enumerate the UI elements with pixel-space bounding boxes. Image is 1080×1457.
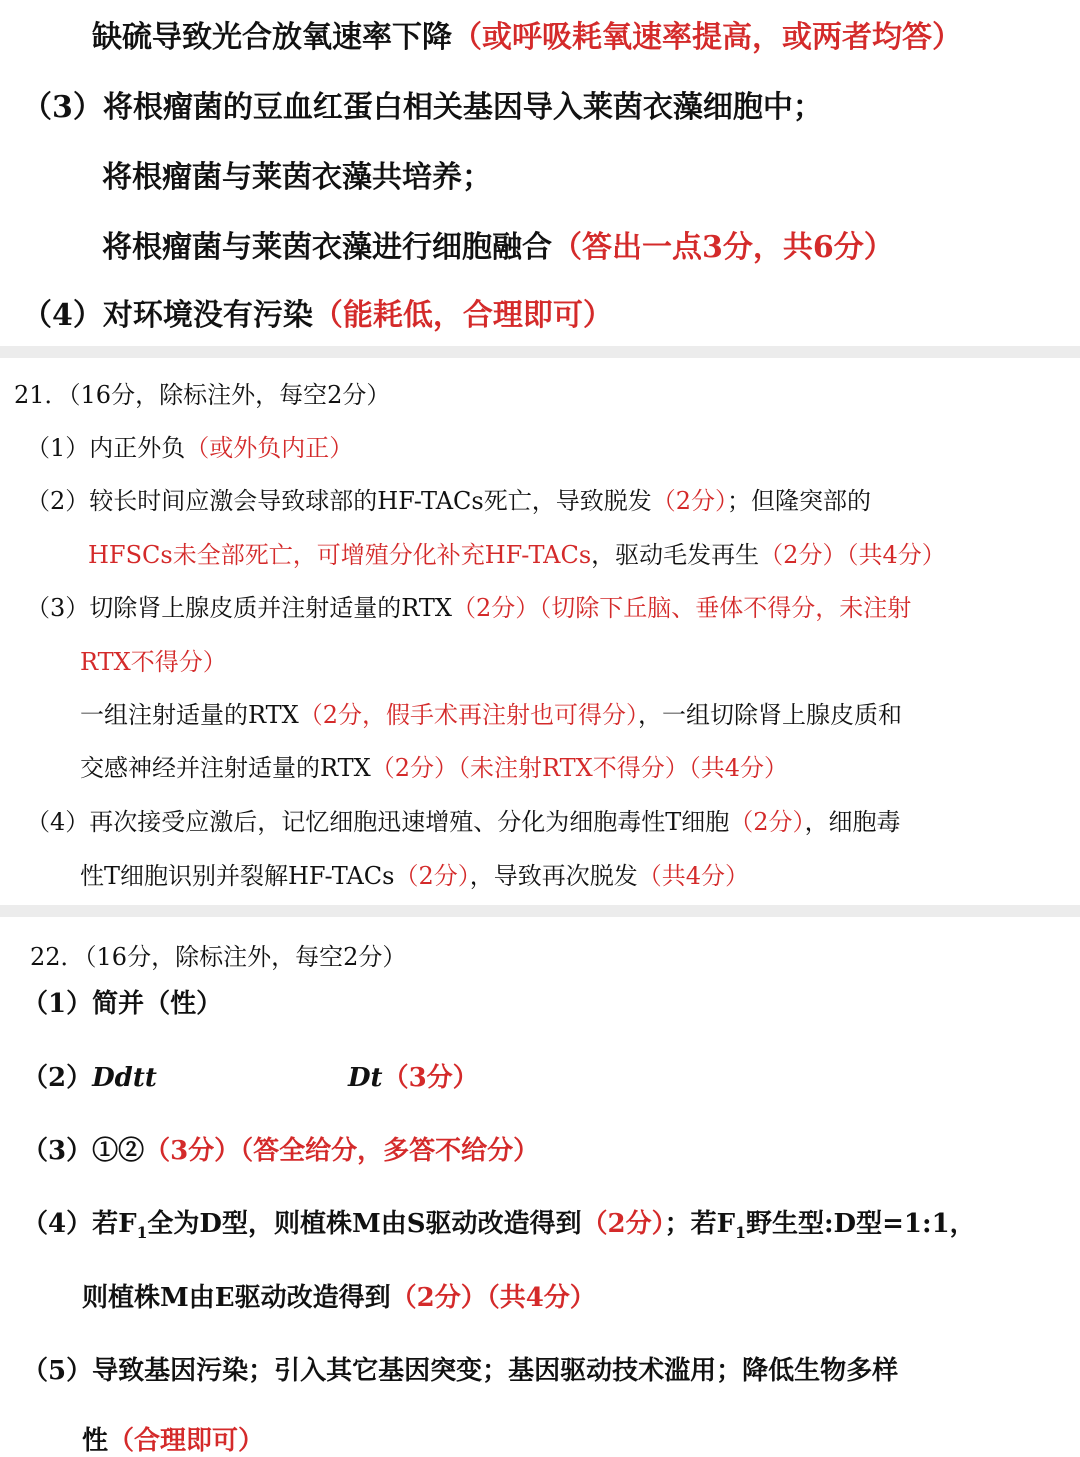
answer-text: 交感神经并注射适量的RTX <box>80 754 371 782</box>
heading-text: 22．（16分，除标注外，每空2分） <box>30 943 407 971</box>
answer-text: ，驱动毛发再生 <box>591 541 760 569</box>
answer-text: （3）将根瘤菌的豆血红蛋白相关基因导入莱茵衣藻细胞中； <box>22 90 823 125</box>
answer-text: 缺硫导致光合放氧速率下降 <box>92 20 452 55</box>
answer-text: 野生型:D型=1:1， <box>745 1209 976 1239</box>
answer-line <box>88 535 946 570</box>
score-note: （2分） <box>581 1209 665 1239</box>
answer-line <box>102 222 894 266</box>
genotype-text: Ddtt <box>92 1063 157 1093</box>
answer-line <box>22 1057 157 1094</box>
answer-text: （4）对环境没有污染 <box>22 298 313 333</box>
answer-line <box>348 1057 479 1094</box>
answer-text: ；但隆突部的 <box>727 487 872 515</box>
answer-line <box>92 12 962 56</box>
score-note: （答出一点3分，共6分） <box>552 230 894 265</box>
answer-line <box>22 983 222 1020</box>
answer-text: 将根瘤菌与莱茵衣藻进行细胞融合 <box>102 230 552 265</box>
score-note: （能耗低，合理即可） <box>312 298 613 333</box>
score-note: （2分） <box>729 808 805 836</box>
answer-line <box>22 82 823 126</box>
score-note: （2分，假手术再注射也可得分） <box>298 701 639 729</box>
answer-line <box>26 802 901 837</box>
answer-text: （4）再次接受应激后，记忆细胞迅速增殖、分化为细胞毒性T细胞 <box>26 808 730 836</box>
answer-text: （3）切除肾上腺皮质并注射适量的RTX <box>26 594 453 622</box>
section-divider <box>0 905 1080 917</box>
answer-line <box>26 428 353 463</box>
answer-text: ，一组切除肾上腺皮质和 <box>638 701 903 729</box>
answer-text: （3）①② <box>22 1136 145 1166</box>
answer-text: （1）简并（性） <box>22 989 223 1019</box>
answer-text: ，导致再次脱发 <box>469 862 638 890</box>
question-21-heading <box>14 375 390 410</box>
answer-text: HFSCs未全部死亡，可增殖分化补充HF-TACs <box>88 541 592 569</box>
answer-line <box>80 695 902 730</box>
answer-text: （4）若F <box>22 1209 137 1239</box>
answer-text: （2）较长时间应激会导致球部的HF-TACs死亡，导致脱发 <box>26 487 652 515</box>
answer-line <box>26 588 911 623</box>
answer-text: ；若F <box>664 1209 736 1239</box>
answer-text: 性 <box>82 1426 109 1456</box>
genotype-text: Dt <box>348 1063 383 1093</box>
answer-line <box>80 748 788 783</box>
answer-line <box>22 1130 539 1167</box>
score-note: （或呼吸耗氧速率提高，或两者均答） <box>452 20 962 55</box>
score-note: RTX不得分） <box>80 648 227 676</box>
answer-line <box>22 290 613 334</box>
answer-text: （1）内正外负 <box>26 434 186 462</box>
answer-line <box>80 856 749 891</box>
score-note: （2分）（切除下丘脑、垂体不得分，未注射 <box>452 594 912 622</box>
answer-line <box>82 1420 264 1457</box>
heading-text: 21．（16分，除标注外，每空2分） <box>14 381 391 409</box>
answer-line <box>82 1277 596 1314</box>
subscript: 1 <box>136 1223 148 1243</box>
score-note: （2分）（未注射RTX不得分）（共4分） <box>370 754 789 782</box>
subscript: 1 <box>735 1223 746 1243</box>
answer-text: 性T细胞识别并裂解HF-TACs <box>80 862 395 890</box>
answer-text: 将根瘤菌与莱茵衣藻共培养； <box>102 160 492 195</box>
answer-line <box>102 152 492 196</box>
answer-text: （5）导致基因污染；引入其它基因突变；基因驱动技术滥用；降低生物多样 <box>22 1356 899 1386</box>
answer-line <box>26 481 871 516</box>
answer-line <box>22 1203 976 1242</box>
score-note: （2分）（共4分） <box>759 541 946 569</box>
answer-text: ，细胞毒 <box>804 808 901 836</box>
score-note: （3分） <box>382 1063 479 1093</box>
score-note: （3分）（答全给分，多答不给分） <box>144 1136 540 1166</box>
score-note: （2分）（共4分） <box>390 1283 596 1313</box>
answer-line <box>80 642 227 677</box>
answer-text: （2） <box>22 1063 93 1093</box>
score-note: （合理即可） <box>108 1426 265 1456</box>
score-note: （共4分） <box>637 862 750 890</box>
question-22-heading <box>30 937 406 972</box>
section-divider <box>0 346 1080 358</box>
answer-text: 全为D型，则植株M由S驱动改造得到 <box>147 1209 582 1239</box>
score-note: （2分） <box>651 487 728 515</box>
answer-text: 一组注射适量的RTX <box>80 701 299 729</box>
answer-text: 则植株M由E驱动改造得到 <box>82 1283 391 1313</box>
score-note: （2分） <box>394 862 470 890</box>
answer-line <box>22 1350 898 1387</box>
score-note: （或外负内正） <box>185 434 354 462</box>
